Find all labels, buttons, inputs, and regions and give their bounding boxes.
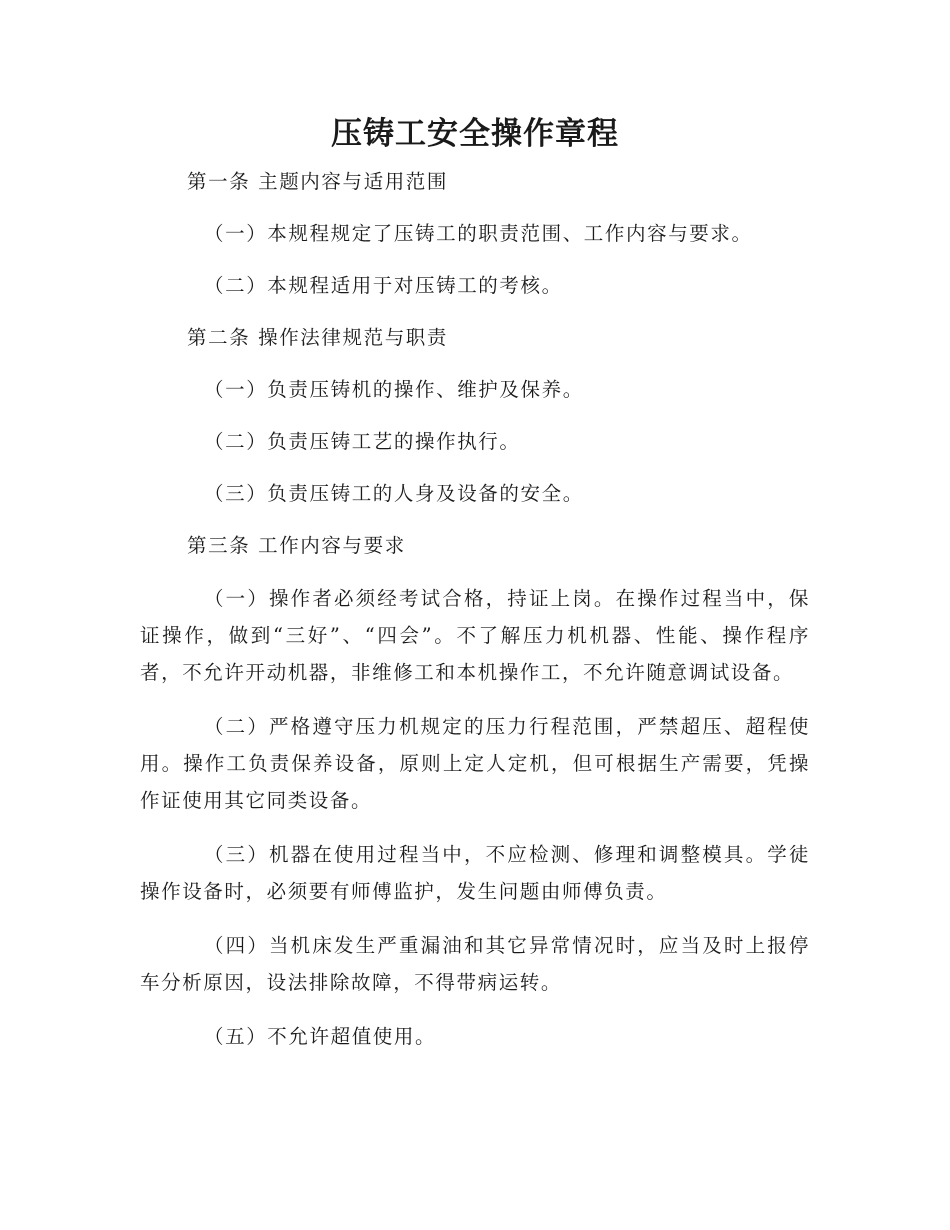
article-3-paragraph-5: （五）不允许超值使用。 <box>204 1025 437 1048</box>
article-heading-1: 第一条 主题内容与适用范围 <box>187 170 448 193</box>
article-2-item-3: （三）负责压铸工的人身及设备的安全。 <box>204 482 584 505</box>
article-1-item-2: （二）本规程适用于对压铸工的考核。 <box>204 274 563 297</box>
article-2-item-1: （一）负责压铸机的操作、维护及保养。 <box>204 378 584 401</box>
article-3-paragraph-3: （三）机器在使用过程当中，不应检测、修理和调整模具。学徒操作设备时，必须要有师傅监护，发生问题由师傅负责。 <box>140 843 810 903</box>
article-1-item-1: （一）本规程规定了压铸工的职责范围、工作内容与要求。 <box>204 222 753 245</box>
document-title: 压铸工安全操作章程 <box>331 116 619 152</box>
document-body <box>140 164 810 1072</box>
article-2-item-2: （二）负责压铸工艺的操作执行。 <box>204 430 521 453</box>
article-3-paragraph-2: （二）严格遵守压力机规定的压力行程范围，严禁超压、超程使用。操作工负责保养设备，原则上定人定机，但可根据生产需要，凭操作证使用其它同类设备。 <box>140 715 810 812</box>
article-3-paragraph-1: （一）操作者必须经考试合格，持证上岗。在操作过程当中，保证操作，做到“三好”、“四会”。不了解压力机机器、性能、操作程序者，不允许开动机器，非维修工和本机操作工，不允许随意调试设备。 <box>140 587 810 684</box>
article-3-paragraph-4: （四）当机床发生严重漏油和其它异常情况时，应当及时上报停车分析原因，设法排除故障，不得带病运转。 <box>140 934 810 994</box>
article-heading-2: 第二条 操作法律规范与职责 <box>187 326 448 349</box>
article-heading-3: 第三条 工作内容与要求 <box>187 534 406 557</box>
